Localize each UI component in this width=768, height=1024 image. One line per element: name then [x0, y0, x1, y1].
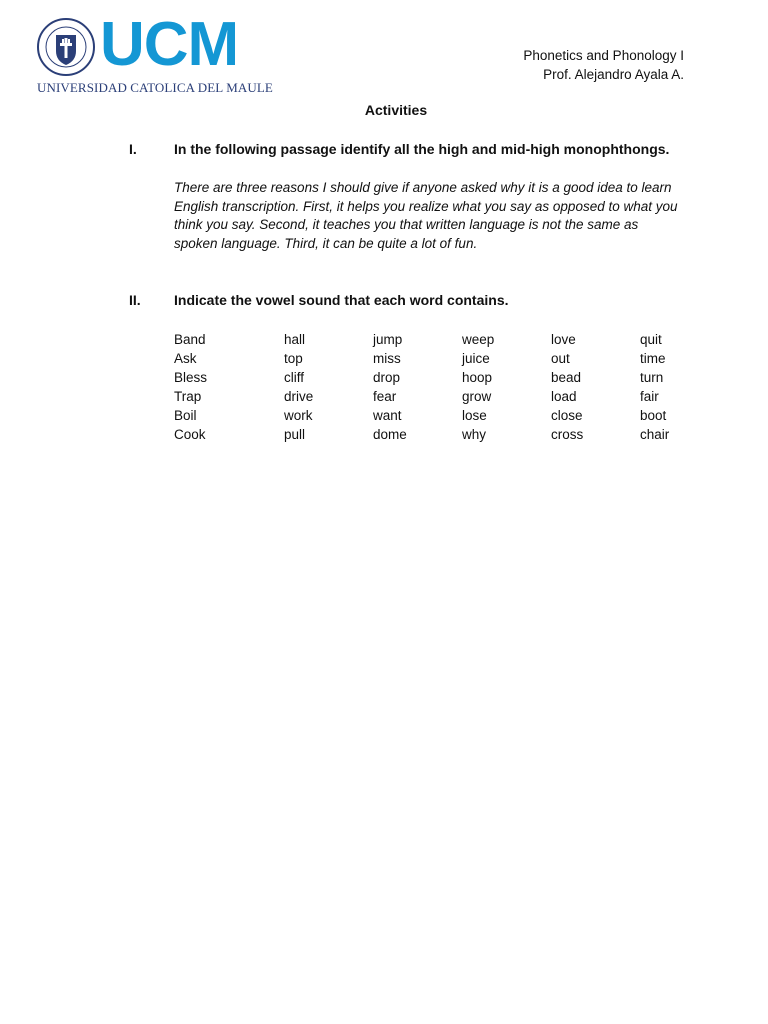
word-cell: why — [462, 427, 487, 442]
table-row — [174, 368, 700, 387]
word-cell: Ask — [174, 351, 197, 366]
word-cell: time — [640, 351, 666, 366]
word-cell: fair — [640, 389, 659, 404]
word-cell: fear — [373, 389, 397, 404]
word-cell: jump — [373, 332, 403, 347]
word-cell: pull — [284, 427, 306, 442]
word-cell: Cook — [174, 427, 206, 442]
word-cell: juice — [462, 351, 490, 366]
university-name: UNIVERSIDAD CATOLICA DEL MAULE — [37, 80, 273, 95]
section-1-number: I. — [129, 141, 137, 157]
section-2-number: II. — [129, 292, 141, 308]
word-cell: hall — [284, 332, 306, 347]
word-cell: Band — [174, 332, 206, 347]
word-cell: top — [284, 351, 303, 366]
word-cell: Trap — [174, 389, 202, 404]
ucm-logo — [36, 10, 273, 96]
university-seal-icon — [36, 16, 96, 78]
table-row — [174, 349, 700, 368]
word-cell: quit — [640, 332, 662, 347]
word-cell: chair — [640, 427, 670, 442]
word-cell: cross — [551, 427, 584, 442]
word-cell: weep — [462, 332, 495, 347]
section-2-heading: Indicate the vowel sound that each word contains. — [174, 292, 509, 308]
ucm-wordmark: UCM — [100, 10, 239, 79]
word-cell: love — [551, 332, 576, 347]
word-cell: out — [551, 351, 570, 366]
professor-name: Prof. Alejandro Ayala A. — [543, 67, 684, 82]
word-cell: bead — [551, 370, 582, 385]
word-cell: turn — [640, 370, 664, 385]
word-cell: cliff — [284, 370, 305, 385]
word-cell: lose — [462, 408, 487, 423]
word-cell: grow — [462, 389, 492, 404]
word-cell: load — [551, 389, 577, 404]
word-cell: Boil — [174, 408, 197, 423]
table-row — [174, 406, 700, 425]
word-cell: hoop — [462, 370, 493, 385]
word-table — [174, 330, 700, 444]
word-cell: miss — [373, 351, 401, 366]
table-row — [174, 330, 700, 349]
page-title: Activities — [364, 102, 428, 118]
word-cell: Bless — [174, 370, 208, 385]
word-cell: close — [551, 408, 583, 423]
word-cell: work — [284, 408, 313, 423]
word-cell: want — [373, 408, 402, 423]
course-name: Phonetics and Phonology I — [523, 48, 684, 63]
word-cell: drop — [373, 370, 401, 385]
section-1-passage: There are three reasons I should give if anyone asked why it is a good idea to learn English transcription. First, it helps you realize what you say as opposed to what you think you say. Second, it teaches you that written language is not the same as spoken language. Third, it can be quite a lot of fun. — [174, 180, 678, 252]
word-cell: boot — [640, 408, 667, 423]
word-cell: drive — [284, 389, 314, 404]
section-1-heading: In the following passage identify all the high and mid-high monophthongs. — [174, 141, 670, 157]
word-cell: dome — [373, 427, 407, 442]
course-header — [523, 46, 684, 84]
table-row — [174, 387, 700, 406]
table-row — [174, 425, 700, 444]
